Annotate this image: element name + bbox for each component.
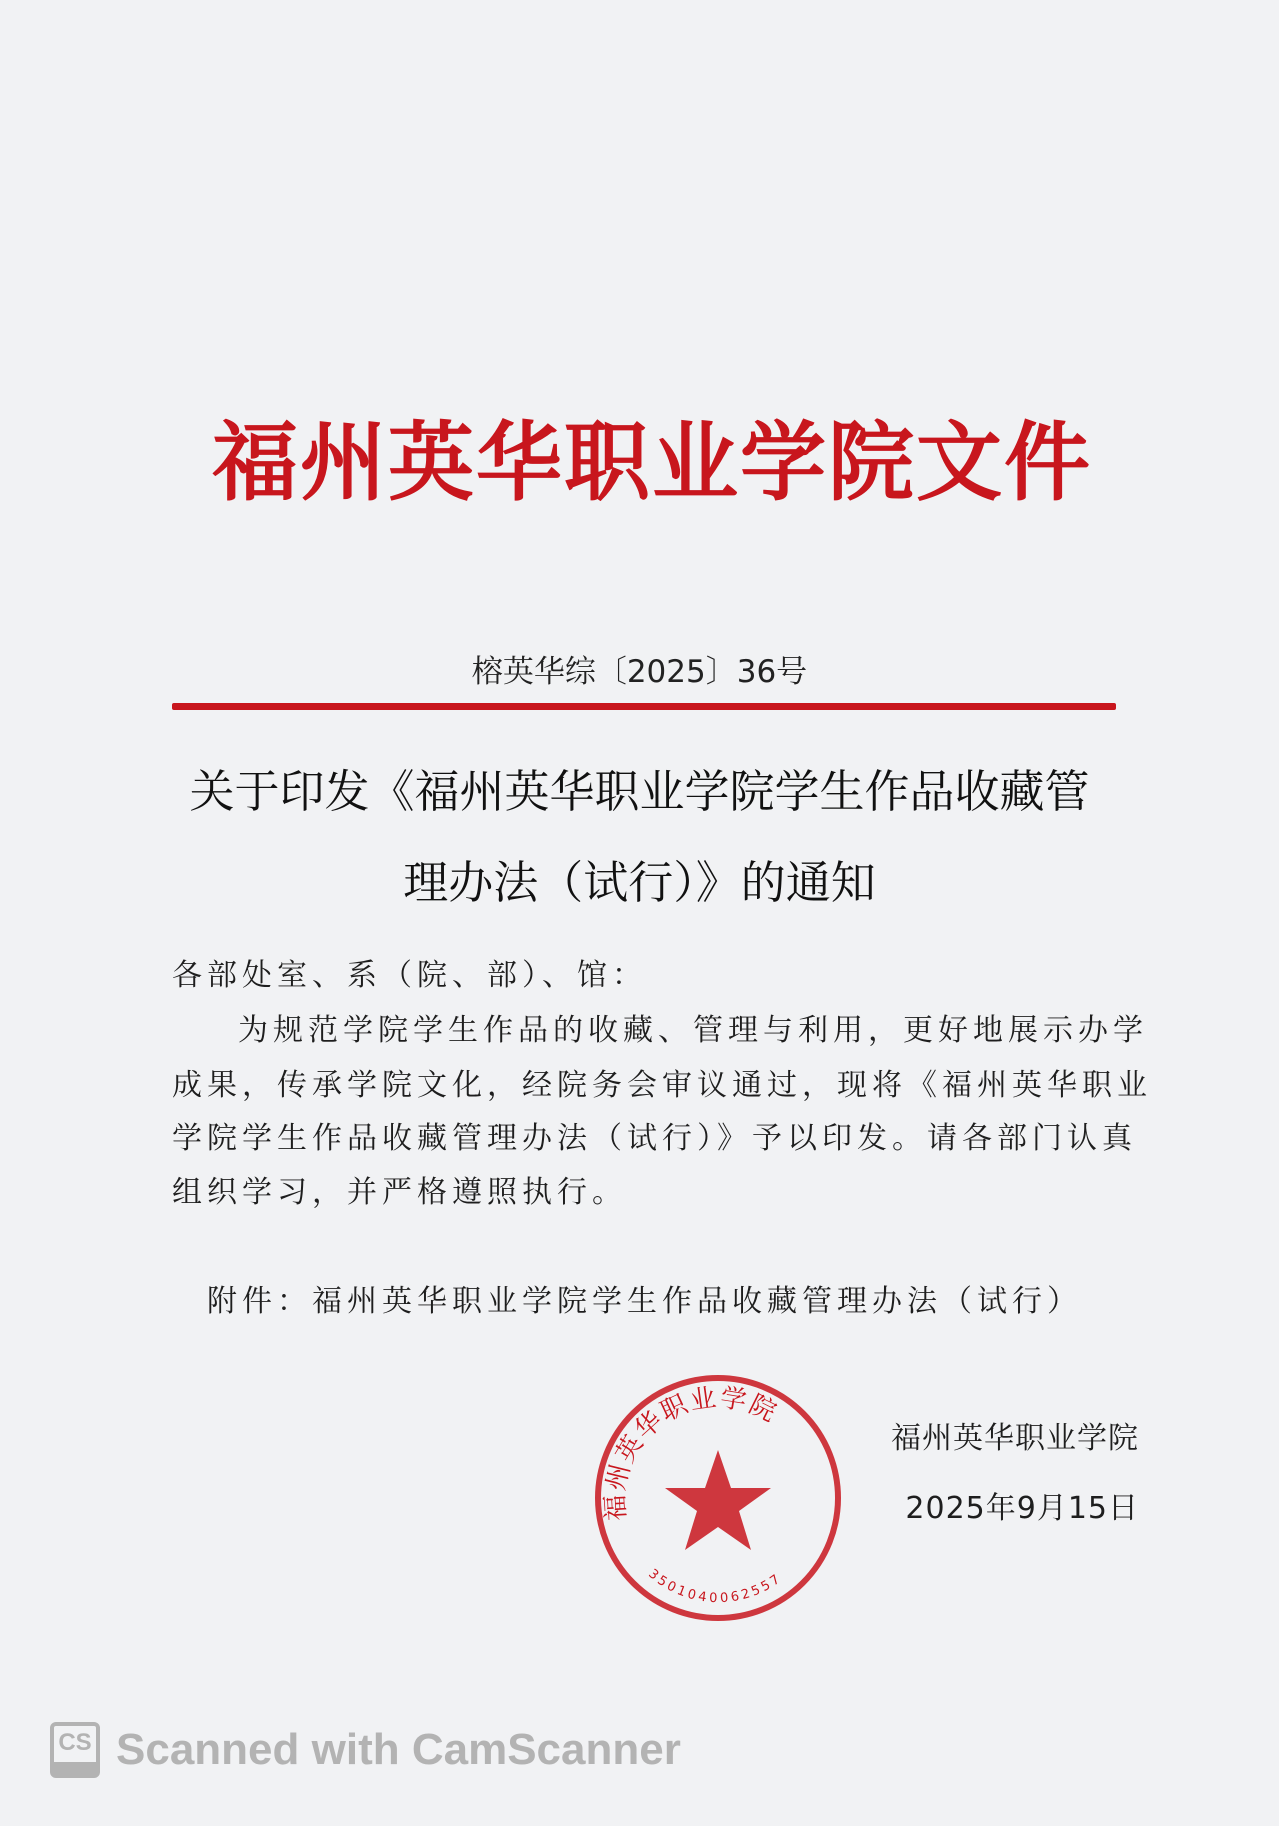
body-line: 学院学生作品收藏管理办法（试行）》予以印发。请各部门认真 — [172, 1121, 1137, 1156]
body-line: 为规范学院学生作品的收藏、管理与利用，更好地展示办学 — [238, 1013, 1148, 1048]
subject-line-2: 理办法（试行）》的通知 — [403, 856, 876, 909]
document-masthead: 福州英华职业学院文件 — [212, 412, 1092, 513]
seal-code: 3501040062557 — [645, 1566, 786, 1607]
salutation: 各部处室、系（院、部）、馆： — [172, 958, 647, 993]
svg-text:3501040062557 — [645, 1567, 785, 1607]
red-divider-line — [172, 703, 1116, 710]
camscanner-watermark — [50, 1722, 681, 1778]
watermark-text: Scanned with CamScanner — [116, 1725, 681, 1774]
signature-date: 2025年9月15日 — [905, 1491, 1139, 1526]
official-seal — [590, 1370, 846, 1626]
body-line: 成果，传承学院文化，经院务会审议通过，现将《福州英华职业 — [172, 1068, 1152, 1103]
camscanner-logo-icon: CS — [50, 1722, 100, 1778]
subject-line-1: 关于印发《福州英华职业学院学生作品收藏管 — [189, 765, 1090, 818]
attachment-line: 附件：福州英华职业学院学生作品收藏管理办法（试行） — [207, 1284, 1082, 1319]
body-line: 组织学习，并严格遵照执行。 — [172, 1175, 627, 1210]
seal-text: 福州英华职业学院 — [600, 1382, 783, 1522]
signature-org: 福州英华职业学院 — [891, 1421, 1139, 1456]
document-number: 榕英华综〔2025〕36号 — [471, 654, 808, 690]
